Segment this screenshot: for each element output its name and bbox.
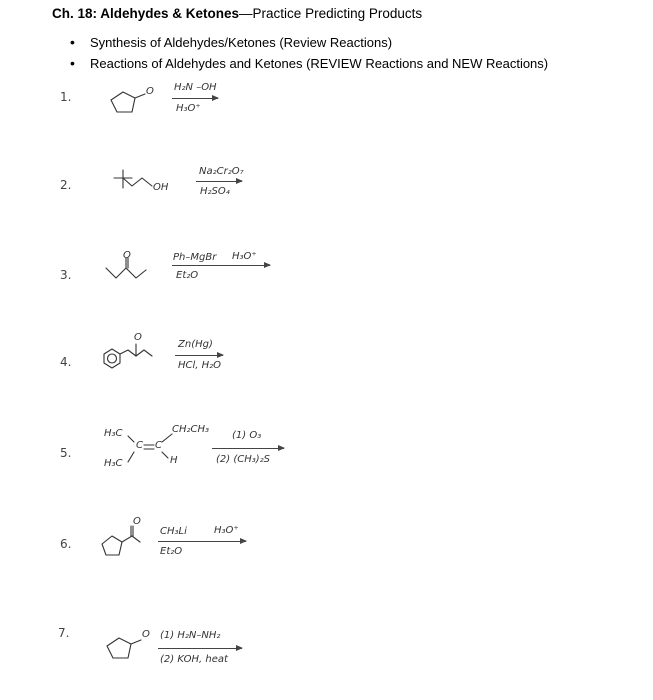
reagent-above: Ph–MgBr bbox=[173, 252, 217, 263]
problem-number: 3. bbox=[60, 268, 72, 282]
reagent-above-2: H₃O⁺ bbox=[214, 525, 239, 536]
title-bold: Ch. 18: Aldehydes & Ketones bbox=[52, 6, 240, 21]
problem-number: 6. bbox=[60, 537, 72, 551]
page-title bbox=[52, 6, 422, 21]
reaction-arrow bbox=[172, 265, 270, 266]
reaction-arrow bbox=[196, 181, 242, 182]
problem-number: 2. bbox=[60, 178, 72, 192]
title-rest: —Practice Predicting Products bbox=[239, 6, 423, 21]
reagent-below: Et₂O bbox=[160, 546, 183, 557]
h3c-top-label: H₃C bbox=[104, 428, 123, 439]
reaction-arrow bbox=[158, 541, 246, 542]
reagent-below: Et₂O bbox=[176, 270, 199, 281]
struct-oxygen-label: O bbox=[142, 629, 150, 640]
struct-hydroxyl-label: OH bbox=[153, 182, 169, 193]
bullet-list bbox=[70, 34, 548, 76]
ketone-chain-structure bbox=[104, 252, 160, 286]
hydrogen-label: H bbox=[170, 455, 178, 466]
alkene-carbon-2: C bbox=[155, 440, 162, 451]
reagent-above-2: H₃O⁺ bbox=[232, 251, 257, 262]
reagent-above: (1) O₃ bbox=[232, 430, 262, 441]
alkene-carbon-1: C bbox=[136, 440, 143, 451]
reagent-above: Na₂Cr₂O₇ bbox=[199, 166, 244, 177]
problem-number: 5. bbox=[60, 446, 72, 460]
problem-number: 4. bbox=[60, 355, 72, 369]
bullet-item: • Reactions of Aldehydes and Ketones (REVIEW Reactions and NEW Reactions) bbox=[70, 55, 548, 76]
ethyl-label: CH₂CH₃ bbox=[172, 424, 210, 435]
reagent-below: HCl, H₂O bbox=[178, 360, 222, 371]
reagent-below: H₃O⁺ bbox=[176, 103, 201, 114]
struct-oxygen-label: O bbox=[146, 86, 154, 97]
problem-number: 7. bbox=[58, 626, 70, 640]
reagent-above: CH₃Li bbox=[160, 526, 187, 537]
bullet-item: • Synthesis of Aldehydes/Ketones (Review Reactions) bbox=[70, 34, 548, 55]
reaction-arrow bbox=[212, 448, 284, 449]
struct-oxygen-label: O bbox=[134, 332, 142, 343]
h3c-bottom-label: H₃C bbox=[104, 458, 123, 469]
reagent-below: (2) (CH₃)₂S bbox=[216, 454, 271, 465]
benzyl-ketone-structure bbox=[98, 332, 162, 374]
reagent-above: H₂N –OH bbox=[174, 82, 217, 93]
problem-number: 1. bbox=[60, 90, 72, 104]
reaction-arrow bbox=[175, 355, 223, 356]
cyclopentyl-ketone-structure bbox=[98, 522, 154, 562]
reagent-above: Zn(Hg) bbox=[178, 339, 213, 350]
reaction-arrow bbox=[158, 648, 242, 649]
reagent-below: H₂SO₄ bbox=[200, 186, 230, 197]
reagent-below: (2) KOH, heat bbox=[160, 654, 228, 665]
struct-oxygen-label: O bbox=[123, 250, 131, 261]
struct-oxygen-label: O bbox=[133, 516, 141, 527]
reagent-above: (1) H₂N–NH₂ bbox=[160, 630, 221, 641]
reaction-arrow bbox=[172, 98, 218, 99]
